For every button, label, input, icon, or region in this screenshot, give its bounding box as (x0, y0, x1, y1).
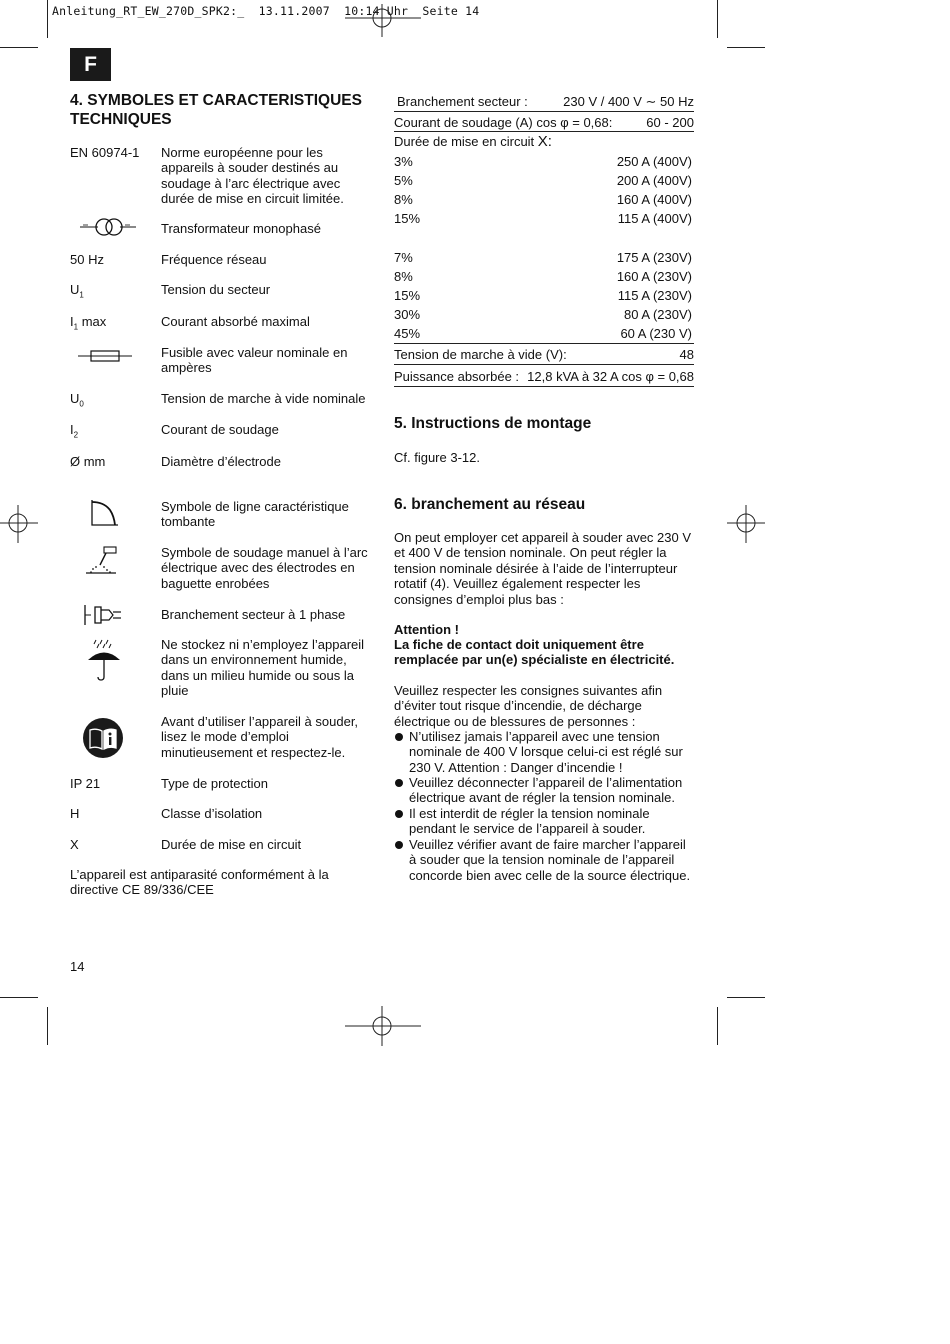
item-description: Durée de mise en circuit (161, 837, 302, 852)
registration-mark-icon (345, 1006, 423, 1046)
item-description: Courant de soudage (161, 422, 279, 437)
crop-mark (727, 997, 765, 998)
duty-value: 160 A (400V) (616, 192, 692, 207)
crop-mark (0, 47, 38, 48)
welding-current-row (394, 113, 694, 132)
duty-row (394, 152, 694, 171)
key-symbol: I (70, 422, 74, 437)
section-6-title: 6. branchement au réseau (394, 496, 586, 513)
item-key (70, 422, 158, 443)
item-description: Courant absorbé maximal (161, 314, 310, 329)
crop-mark (727, 47, 765, 48)
duty-pct: 8% (394, 192, 413, 207)
item-key: EN 60974-1 (70, 145, 140, 160)
no-load-voltage-row (394, 345, 694, 364)
page-number: 14 (70, 959, 85, 974)
duty-pct: 3% (394, 154, 413, 169)
registration-mark-icon (727, 505, 767, 545)
item-description: Norme européenne pour les appareils à souder destinés au soudage à l’arc électrique avec durée de mise en circuit limitée. (161, 145, 344, 207)
no-load-voltage-value: 48 (679, 347, 694, 362)
item-description: Transformateur monophasé (161, 221, 321, 236)
item-description: Symbole de ligne caractéristique tombante (161, 499, 349, 530)
item-description: Tension du secteur (161, 282, 271, 297)
item-key: X (70, 837, 79, 852)
bullet-icon (395, 841, 403, 849)
bullet-text: N’utilisez jamais l’appareil avec une tension nominale de 400 V lorsque celui-ci est réglé sur 230 V. Attention : Danger d’incendie ! (409, 729, 683, 775)
duty-pct: 15% (394, 288, 421, 303)
duty-pct: 15% (394, 211, 421, 226)
table-divider (394, 111, 694, 112)
duty-value: 115 A (400V) (617, 211, 692, 226)
bullet-icon (395, 810, 403, 818)
item-key: H (70, 806, 80, 821)
power-row (394, 367, 694, 386)
key-subscript: 0 (79, 399, 84, 409)
bullet-icon (395, 733, 403, 741)
crop-mark (47, 0, 48, 38)
item-key: IP 21 (70, 776, 101, 791)
key-symbol: I (70, 314, 74, 329)
duty-row (394, 209, 694, 228)
attention-text: La fiche de contact doit uniquement être remplacée par un(e) spécialiste en électricité. (394, 637, 675, 668)
duty-row (394, 286, 694, 305)
arc-welding-icon (86, 545, 122, 577)
welding-current-value: 60 - 200 (646, 115, 694, 130)
item-key: 50 Hz (70, 252, 104, 267)
duty-pct: 8% (394, 269, 413, 284)
table-divider (394, 343, 694, 344)
read-manual-icon (82, 717, 124, 759)
power-label: Puissance absorbée : (394, 369, 520, 384)
crop-mark (0, 997, 38, 998)
item-description: Ne stockez ni n’employez l’appareil dans un environnement humide, dans un milieu humide ou sous la pluie (161, 637, 365, 699)
registration-mark-icon (345, 4, 423, 38)
language-tab: F (70, 48, 111, 81)
item-description: Branchement secteur à 1 phase (161, 607, 346, 622)
duty-row (394, 248, 694, 267)
crop-mark (717, 0, 718, 38)
duty-cycle-heading (394, 132, 694, 151)
duty-pct: 45% (394, 326, 421, 341)
duty-value: 175 A (230V) (616, 250, 692, 265)
key-symbol: U (70, 282, 80, 297)
duty-row (394, 267, 694, 286)
registration-mark-icon (0, 505, 40, 545)
power-value: 12,8 kVA à 32 A cos φ = 0,68 (527, 369, 694, 384)
no-load-voltage-label: Tension de marche à vide (V): (394, 347, 567, 362)
interference-note: L’appareil est antiparasité conformément à la directive CE 89/336/CEE (70, 867, 329, 898)
duty-row (394, 324, 694, 343)
duty-value: 60 A (230 V) (620, 326, 692, 341)
duty-value: 250 A (400V) (616, 154, 692, 169)
fuse-icon (78, 348, 132, 364)
bullet-icon (395, 779, 403, 787)
duty-pct: 30% (394, 307, 421, 322)
duty-row (394, 190, 694, 209)
falling-characteristic-icon (90, 498, 120, 528)
mains-value: 230 V / 400 V ∼ 50 Hz (563, 94, 694, 109)
single-phase-plug-icon (83, 604, 125, 626)
item-description: Diamètre d’électrode (161, 454, 281, 469)
duty-cycle-label (394, 132, 552, 151)
mains-row (394, 92, 694, 111)
item-key: Ø mm (70, 454, 106, 469)
item-description: Fréquence réseau (161, 252, 267, 267)
bullet-text: Veuillez déconnecter l’appareil de l’alimentation électrique avant de régler la tension nominale. (409, 775, 683, 806)
duty-value: 115 A (230V) (617, 288, 692, 303)
welding-current-label: Courant de soudage (A) cos φ = 0,68: (394, 115, 613, 130)
section-6-intro: On peut employer cet appareil à souder avec 230 V et 400 V de tension nominale. On peut régler la tension nominale désirée à l’aide de l’interrupteur rotatif (4). Veuillez également respecter les consignes d’emploi plus bas : (394, 530, 692, 607)
bullet-text: Veuillez vérifier avant de faire marcher l’appareil à souder que la tension nominale de l’appareil concorde bien avec celle de la source électrique. (409, 837, 691, 883)
item-description: Avant d’utiliser l’appareil à souder, lisez le mode d’emploi minutieusement et respectez-le. (161, 714, 359, 760)
item-description: Type de protection (161, 776, 268, 791)
duty-row (394, 171, 694, 190)
safety-intro: Veuillez respecter les consignes suivantes afin d’éviter tout risque d’incendie, de décharge électrique ou de blessures de personnes : (394, 683, 663, 729)
attention-title: Attention ! (394, 622, 459, 637)
table-divider (394, 386, 694, 387)
item-key (70, 391, 158, 412)
bullet-text: Il est interdit de régler la tension nominale pendant le service de l’appareil à souder. (409, 806, 650, 837)
duty-pct: 5% (394, 173, 413, 188)
key-subscript: 1 (79, 290, 84, 300)
item-description: Fusible avec valeur nominale en ampères (161, 345, 348, 376)
transformer-icon (80, 216, 136, 238)
section-5-title: 5. Instructions de montage (394, 415, 592, 432)
section-4-title: 4. SYMBOLES ET CARACTERISTIQUES TECHNIQUES (70, 92, 362, 128)
duty-label-text: Durée de mise en circuit (394, 134, 535, 149)
duty-value: 160 A (230V) (616, 269, 692, 284)
item-description: Symbole de soudage manuel à l’arc électrique avec des électrodes en baguette enrobées (161, 545, 368, 591)
duty-value: 80 A (230V) (624, 307, 692, 322)
crop-mark (717, 1007, 718, 1045)
section-5-text: Cf. figure 3-12. (394, 450, 480, 465)
item-key (70, 282, 158, 303)
duty-row (394, 305, 694, 324)
item-key (70, 314, 158, 335)
crop-mark (47, 1007, 48, 1045)
item-description: Classe d’isolation (161, 806, 263, 821)
key-subscript: 1 (73, 322, 79, 332)
duty-pct: 7% (394, 250, 413, 265)
duty-symbol: X: (537, 133, 552, 150)
key-subscript: 2 (73, 430, 79, 440)
mains-label: Branchement secteur : (397, 94, 528, 109)
duty-value: 200 A (400V) (616, 173, 692, 188)
print-header: Anleitung_RT_EW_270D_SPK2:_ 13.11.2007 10:14 Uhr Seite 14 (52, 4, 480, 18)
key-suffix: max (78, 314, 107, 329)
umbrella-rain-icon (86, 639, 122, 681)
key-symbol: U (70, 391, 80, 406)
table-divider (394, 364, 694, 365)
item-description: Tension de marche à vide nominale (161, 391, 366, 406)
